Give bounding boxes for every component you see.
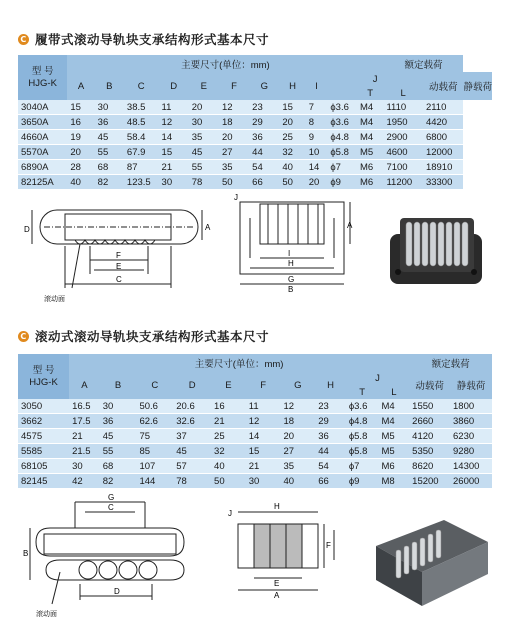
table-row <box>18 130 492 145</box>
value-cell: 35 <box>219 160 249 175</box>
svg-text:A: A <box>347 221 353 230</box>
svg-text:H: H <box>288 259 294 268</box>
value-cell: 107 <box>136 459 173 474</box>
value-cell: 45 <box>173 444 211 459</box>
col-T: T <box>346 385 379 399</box>
value-cell: 38.5 <box>124 100 159 115</box>
value-cell: 40 <box>67 175 94 190</box>
value-cell: M4 <box>357 130 384 145</box>
col-A: A <box>69 371 100 399</box>
value-cell: 23 <box>315 399 346 414</box>
value-cell: 14 <box>159 130 189 145</box>
value-cell: ϕ3.6 <box>327 115 357 130</box>
value-cell: ϕ5.8 <box>346 444 379 459</box>
model-header <box>18 55 67 100</box>
value-cell: M4 <box>357 115 384 130</box>
svg-text:D: D <box>114 587 120 596</box>
value-cell: 123.5 <box>124 175 159 190</box>
col-T: T <box>357 86 384 100</box>
value-cell: M6 <box>379 459 410 474</box>
main-dims-header: 主要尺寸(单位：mm) <box>69 354 409 371</box>
col-E: E <box>189 72 219 100</box>
svg-text:A: A <box>205 223 211 232</box>
value-cell: 45 <box>95 130 124 145</box>
value-cell: 2110 <box>423 100 464 115</box>
value-cell: 3860 <box>450 414 492 429</box>
table-row <box>18 100 492 115</box>
value-cell: 78 <box>189 175 219 190</box>
value-cell: 14 <box>306 160 328 175</box>
value-cell: 20 <box>67 145 94 160</box>
col-D: D <box>173 371 211 399</box>
value-cell: 21 <box>211 414 246 429</box>
value-cell: 54 <box>249 160 279 175</box>
value-cell: ϕ5.8 <box>327 145 357 160</box>
value-cell: M5 <box>357 145 384 160</box>
model-cell: 3662 <box>18 414 69 429</box>
value-cell: 20 <box>306 175 328 190</box>
value-cell: 85 <box>136 444 173 459</box>
track-block-front-view <box>20 188 215 308</box>
value-cell: ϕ7 <box>346 459 379 474</box>
col-G: G <box>280 371 315 399</box>
value-cell: 18910 <box>423 160 464 175</box>
value-cell: 50.6 <box>136 399 173 414</box>
model-label: 型 号 <box>31 65 54 77</box>
value-cell: 10 <box>306 145 328 160</box>
table-row <box>18 444 492 459</box>
value-cell: 30 <box>69 459 100 474</box>
model-cell: 68105 <box>18 459 69 474</box>
value-cell: 30 <box>159 175 189 190</box>
value-cell: 66 <box>315 474 346 489</box>
value-cell: M5 <box>379 429 410 444</box>
value-cell: 15 <box>246 444 281 459</box>
value-cell: 40 <box>279 160 305 175</box>
value-cell: 36 <box>249 130 279 145</box>
value-cell: 9 <box>306 130 328 145</box>
svg-text:J: J <box>234 193 238 202</box>
model-header <box>18 354 69 399</box>
value-cell: ϕ7 <box>327 160 357 175</box>
value-cell: 18 <box>280 414 315 429</box>
col-static-load: 静载荷 <box>463 72 492 100</box>
value-cell: 8 <box>306 115 328 130</box>
value-cell: 50 <box>279 175 305 190</box>
value-cell: 1550 <box>409 399 450 414</box>
svg-text:C: C <box>108 503 114 512</box>
value-cell: 12 <box>246 414 281 429</box>
value-cell: 82 <box>95 175 124 190</box>
value-cell: 50 <box>219 175 249 190</box>
value-cell: 55 <box>189 160 219 175</box>
bullet-icon: C <box>18 331 29 342</box>
value-cell: M4 <box>379 399 410 414</box>
col-L: L <box>379 385 410 399</box>
value-cell: 54 <box>315 459 346 474</box>
table-row <box>18 414 492 429</box>
roller-block-front-view <box>20 492 200 622</box>
value-cell: 78 <box>173 474 211 489</box>
svg-text:D: D <box>24 225 30 234</box>
value-cell: 12 <box>159 115 189 130</box>
col-F: F <box>246 371 281 399</box>
value-cell: 75 <box>136 429 173 444</box>
value-cell: 8620 <box>409 459 450 474</box>
value-cell: 82 <box>100 474 137 489</box>
col-dynamic-load: 动载荷 <box>409 371 450 399</box>
value-cell: 37 <box>173 429 211 444</box>
rolling-surface-label: 滚动面 <box>44 296 65 303</box>
value-cell: 15 <box>279 100 305 115</box>
model-cell: 3040A <box>18 100 67 115</box>
value-cell: 14300 <box>450 459 492 474</box>
svg-text:A: A <box>274 591 280 600</box>
value-cell: M6 <box>357 175 384 190</box>
col-A: A <box>67 72 94 100</box>
value-cell: 36 <box>100 414 137 429</box>
value-cell: 29 <box>249 115 279 130</box>
value-cell: M4 <box>357 100 384 115</box>
svg-text:B: B <box>23 549 29 558</box>
table-row <box>18 429 492 444</box>
track-block-side-view <box>232 188 357 293</box>
value-cell: 28 <box>67 160 94 175</box>
value-cell: 12 <box>280 399 315 414</box>
value-cell: 6800 <box>423 130 464 145</box>
value-cell: 2900 <box>383 130 422 145</box>
model-cell: 4575 <box>18 429 69 444</box>
track-block-photo <box>382 210 494 295</box>
value-cell: 11200 <box>383 175 422 190</box>
section2-title <box>18 327 269 345</box>
value-cell: 87 <box>124 160 159 175</box>
bullet-icon: C <box>18 34 29 45</box>
svg-text:F: F <box>116 251 121 260</box>
value-cell: 20 <box>189 100 219 115</box>
value-cell: 30 <box>189 115 219 130</box>
col-L: L <box>383 86 422 100</box>
value-cell: 4420 <box>423 115 464 130</box>
col-G: G <box>249 72 279 100</box>
col-C: C <box>124 72 159 100</box>
value-cell: 40 <box>280 474 315 489</box>
value-cell: 57 <box>173 459 211 474</box>
value-cell: 55 <box>100 444 137 459</box>
table-row <box>18 115 492 130</box>
value-cell: 68 <box>95 160 124 175</box>
svg-text:C: C <box>116 275 122 284</box>
value-cell: 20 <box>279 115 305 130</box>
col-static-load: 静载荷 <box>450 371 492 399</box>
table-row <box>18 399 492 414</box>
value-cell: 15 <box>67 100 94 115</box>
col-dynamic-load: 动载荷 <box>423 72 464 100</box>
roller-block-photo <box>368 502 496 620</box>
value-cell: 45 <box>189 145 219 160</box>
value-cell: 42 <box>69 474 100 489</box>
value-cell: 50 <box>211 474 246 489</box>
col-H: H <box>315 371 346 399</box>
table-row <box>18 160 492 175</box>
value-cell: M8 <box>379 474 410 489</box>
value-cell: 27 <box>280 444 315 459</box>
main-dims-header: 主要尺寸(单位：mm) <box>67 55 383 72</box>
value-cell: 44 <box>249 145 279 160</box>
value-cell: 58.4 <box>124 130 159 145</box>
value-cell: 36 <box>315 429 346 444</box>
value-cell: 62.6 <box>136 414 173 429</box>
value-cell: 6230 <box>450 429 492 444</box>
table-row <box>18 474 492 489</box>
value-cell: 20 <box>280 429 315 444</box>
rated-load-header: 额定载荷 <box>409 354 492 371</box>
value-cell: 48.5 <box>124 115 159 130</box>
svg-text:F: F <box>326 541 331 550</box>
model-label: 型 号 <box>32 364 55 376</box>
col-C: C <box>136 371 173 399</box>
value-cell: 9280 <box>450 444 492 459</box>
value-cell: ϕ3.6 <box>346 399 379 414</box>
roller-block-side-view <box>224 498 339 616</box>
model-cell: 4660A <box>18 130 67 145</box>
value-cell: 1800 <box>450 399 492 414</box>
svg-text:E: E <box>274 579 280 588</box>
value-cell: 4600 <box>383 145 422 160</box>
col-J: J <box>327 72 423 86</box>
value-cell: 15 <box>159 145 189 160</box>
value-cell: 67.9 <box>124 145 159 160</box>
value-cell: 25 <box>211 429 246 444</box>
value-cell: 12000 <box>423 145 464 160</box>
col-J: J <box>346 371 409 385</box>
svg-text:H: H <box>274 502 280 511</box>
value-cell: 1950 <box>383 115 422 130</box>
value-cell: 144 <box>136 474 173 489</box>
spec-table-1 <box>18 55 492 190</box>
svg-text:G: G <box>108 493 115 502</box>
value-cell: 19 <box>67 130 94 145</box>
value-cell: 17.5 <box>69 414 100 429</box>
value-cell: 2660 <box>409 414 450 429</box>
value-cell: 11 <box>159 100 189 115</box>
model-code-label: HJG-K <box>29 376 58 388</box>
value-cell: ϕ9 <box>327 175 357 190</box>
model-code-label: HJG-K <box>28 77 57 89</box>
col-B: B <box>95 72 124 100</box>
value-cell: 36 <box>95 115 124 130</box>
value-cell: 30 <box>100 399 137 414</box>
value-cell: 16 <box>67 115 94 130</box>
svg-text:E: E <box>116 262 122 271</box>
value-cell: 21 <box>159 160 189 175</box>
model-cell: 5585 <box>18 444 69 459</box>
rated-load-header: 额定载荷 <box>383 55 463 72</box>
model-cell: 3650A <box>18 115 67 130</box>
svg-text:G: G <box>288 275 295 284</box>
spec-table-2 <box>18 354 492 489</box>
model-cell: 5570A <box>18 145 67 160</box>
svg-text:B: B <box>288 285 294 293</box>
model-cell: 6890A <box>18 160 67 175</box>
value-cell: 23 <box>249 100 279 115</box>
value-cell: 25 <box>279 130 305 145</box>
col-E: E <box>211 371 246 399</box>
value-cell: 15200 <box>409 474 450 489</box>
value-cell: 1110 <box>383 100 422 115</box>
value-cell: ϕ9 <box>346 474 379 489</box>
value-cell: 29 <box>315 414 346 429</box>
value-cell: 68 <box>100 459 137 474</box>
value-cell: 27 <box>219 145 249 160</box>
value-cell: 16 <box>211 399 246 414</box>
value-cell: 20 <box>219 130 249 145</box>
value-cell: ϕ3.6 <box>327 100 357 115</box>
value-cell: 32 <box>279 145 305 160</box>
value-cell: 21 <box>246 459 281 474</box>
col-F: F <box>219 72 249 100</box>
value-cell: 45 <box>100 429 137 444</box>
section2-title-text: 滚动式滚动导轨块支承结构形式基本尺寸 <box>35 329 270 344</box>
value-cell: 35 <box>189 130 219 145</box>
value-cell: 55 <box>95 145 124 160</box>
table-row <box>18 145 492 160</box>
value-cell: 44 <box>315 444 346 459</box>
svg-text:I: I <box>288 249 291 258</box>
value-cell: ϕ5.8 <box>346 429 379 444</box>
value-cell: 4120 <box>409 429 450 444</box>
value-cell: 30 <box>246 474 281 489</box>
value-cell: 12 <box>219 100 249 115</box>
value-cell: 33300 <box>423 175 464 190</box>
col-B: B <box>100 371 137 399</box>
value-cell: M5 <box>379 444 410 459</box>
value-cell: 40 <box>211 459 246 474</box>
value-cell: 35 <box>280 459 315 474</box>
model-cell: 82145 <box>18 474 69 489</box>
value-cell: 21 <box>69 429 100 444</box>
value-cell: M4 <box>379 414 410 429</box>
model-cell: 3050 <box>18 399 69 414</box>
value-cell: ϕ4.8 <box>346 414 379 429</box>
table-row <box>18 459 492 474</box>
rolling-surface-label: 滚动面 <box>36 611 57 618</box>
value-cell: 14 <box>246 429 281 444</box>
value-cell: 32 <box>211 444 246 459</box>
value-cell: 18 <box>219 115 249 130</box>
value-cell: ϕ4.8 <box>327 130 357 145</box>
col-D: D <box>159 72 189 100</box>
value-cell: 21.5 <box>69 444 100 459</box>
value-cell: 11 <box>246 399 281 414</box>
value-cell: 26000 <box>450 474 492 489</box>
value-cell: 16.5 <box>69 399 100 414</box>
value-cell: 20.6 <box>173 399 211 414</box>
value-cell: 66 <box>249 175 279 190</box>
value-cell: 32.6 <box>173 414 211 429</box>
col-I: I <box>306 72 328 100</box>
value-cell: 7100 <box>383 160 422 175</box>
model-cell: 82125A <box>18 175 67 190</box>
col-H: H <box>279 72 305 100</box>
svg-text:J: J <box>228 509 232 518</box>
value-cell: 7 <box>306 100 328 115</box>
value-cell: 5350 <box>409 444 450 459</box>
section1-title-text: 履带式滚动导轨块支承结构形式基本尺寸 <box>35 32 270 47</box>
value-cell: M6 <box>357 160 384 175</box>
value-cell: 30 <box>95 100 124 115</box>
section1-title <box>18 30 269 48</box>
